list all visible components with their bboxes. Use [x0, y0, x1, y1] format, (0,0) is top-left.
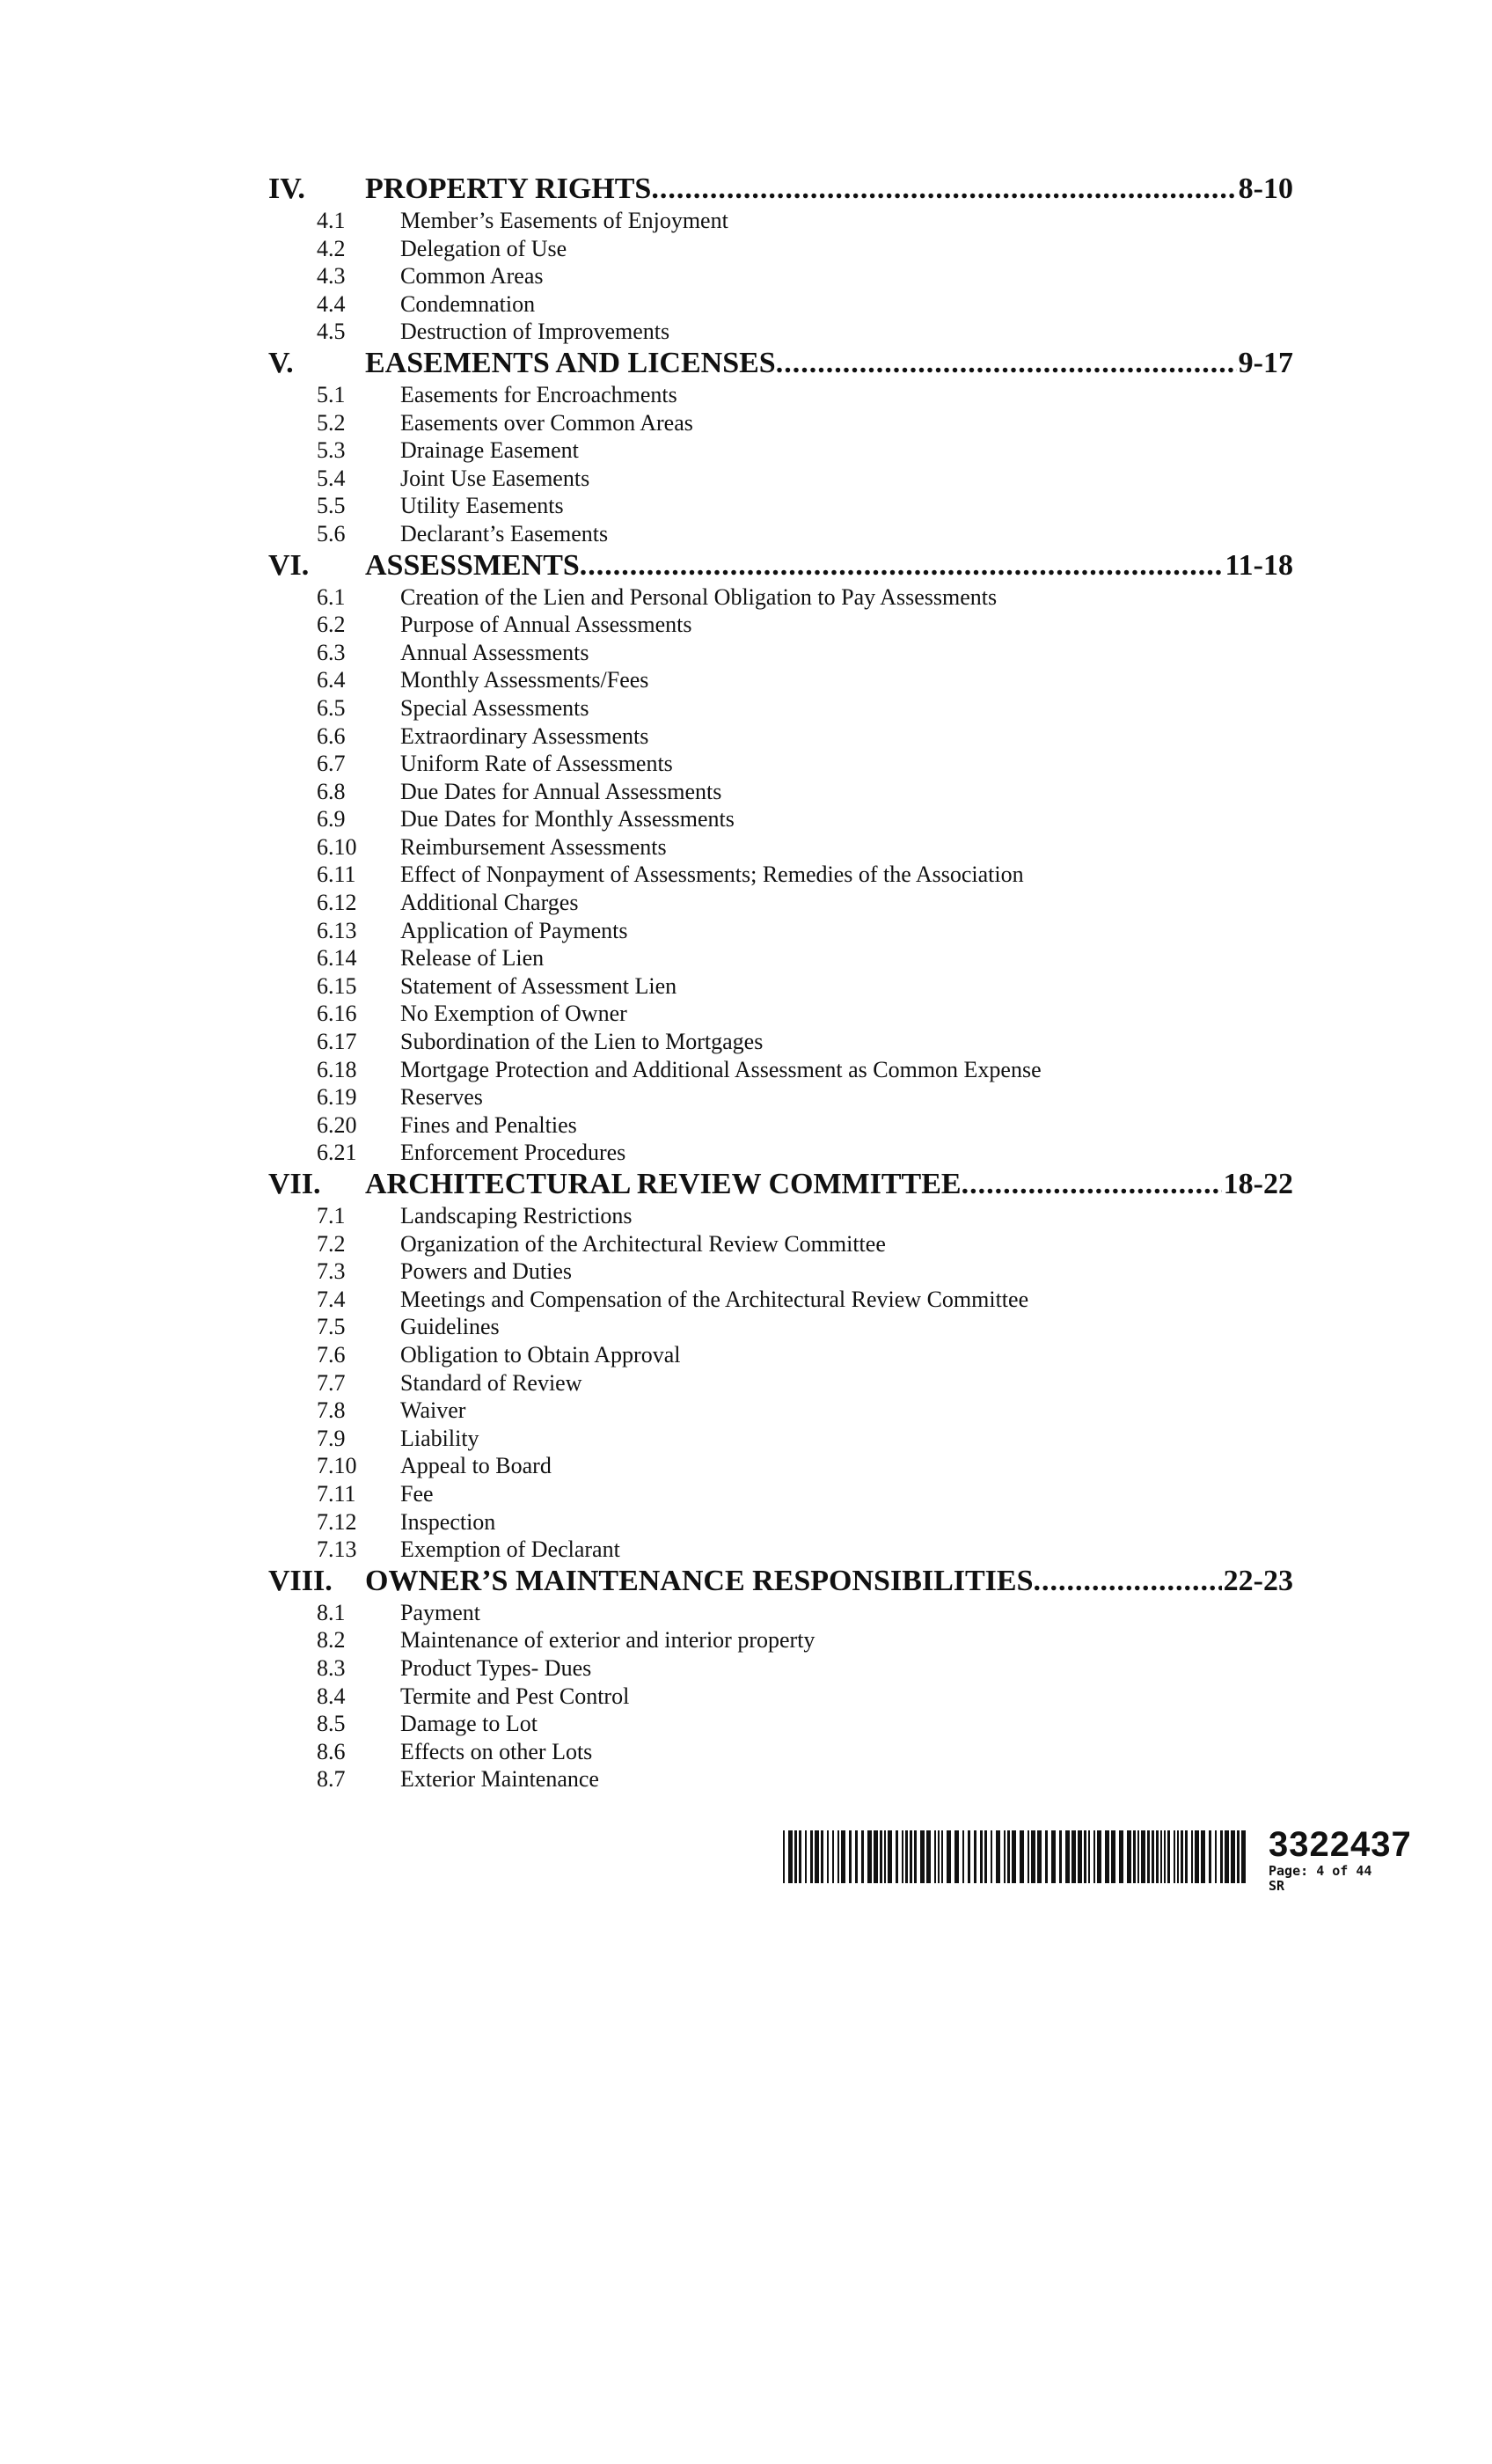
item-title: Exemption of Declarant: [400, 1536, 620, 1563]
item-number: 8.3: [317, 1654, 346, 1681]
item-number: 6.14: [317, 945, 357, 972]
barcode-bar: [934, 1830, 936, 1883]
item-number: 8.4: [317, 1683, 346, 1709]
item-number: 5.1: [317, 381, 346, 407]
toc-item: [268, 639, 1293, 667]
barcode-bar: [905, 1830, 908, 1883]
item-number: 6.19: [317, 1084, 357, 1111]
section-pages: 9-17: [1238, 346, 1293, 379]
page-current: 4: [1316, 1863, 1325, 1879]
toc-item: [268, 1599, 1293, 1627]
item-number: 7.4: [317, 1286, 346, 1312]
item-number: 6.8: [317, 778, 346, 804]
item-number: 6.1: [317, 583, 346, 610]
barcode-bar: [984, 1830, 987, 1883]
item-title: Special Assessments: [400, 694, 589, 721]
toc-item: [268, 492, 1293, 520]
toc-item: [268, 1056, 1293, 1084]
barcode-bar: [1031, 1830, 1035, 1883]
item-number: 6.4: [317, 667, 346, 693]
barcode-bar: [1147, 1830, 1150, 1883]
barcode-bar: [827, 1830, 829, 1883]
item-number: 7.1: [317, 1203, 346, 1228]
barcode-bar: [815, 1830, 819, 1883]
barcode-bar: [1191, 1830, 1193, 1883]
barcode-bar: [1045, 1830, 1048, 1883]
toc-section: [268, 548, 1293, 1167]
barcode-bar: [1141, 1830, 1145, 1883]
barcode-bar: [1111, 1830, 1115, 1883]
barcode-bar: [1071, 1830, 1076, 1883]
item-number: 6.11: [317, 862, 356, 888]
item-number: 4.4: [317, 290, 346, 317]
document-number: 3322437: [1269, 1825, 1412, 1864]
item-title: Purpose of Annual Assessments: [400, 612, 692, 638]
barcode-bar: [849, 1830, 852, 1883]
barcode-bar: [1020, 1830, 1024, 1883]
item-title: Fee: [400, 1480, 434, 1507]
section-pages: 8-10: [1238, 172, 1293, 205]
barcode-bar: [832, 1830, 834, 1883]
barcode-bar: [1195, 1830, 1199, 1883]
barcode-bar: [1231, 1830, 1235, 1883]
item-title: Termite and Pest Control: [400, 1683, 630, 1709]
item-number: 6.5: [317, 694, 346, 721]
toc-item: [268, 1341, 1293, 1369]
item-number: 6.17: [317, 1029, 357, 1055]
item-number: 6.15: [317, 972, 357, 999]
barcode-bar: [1156, 1830, 1159, 1883]
barcode-bar: [1093, 1830, 1095, 1883]
item-number: 6.13: [317, 917, 357, 943]
barcode-bar: [861, 1830, 864, 1883]
barcode-bar: [1201, 1830, 1205, 1883]
item-number: 5.2: [317, 409, 346, 436]
toc-item: [268, 972, 1293, 1001]
item-title: Guidelines: [400, 1314, 500, 1340]
barcode-bar: [888, 1830, 892, 1883]
section-pages: 18-22: [1223, 1168, 1293, 1200]
toc-item: [268, 1654, 1293, 1683]
toc-item: [268, 1397, 1293, 1425]
item-number: 7.12: [317, 1508, 357, 1535]
item-number: 6.20: [317, 1111, 357, 1138]
item-title: Annual Assessments: [400, 639, 589, 665]
item-title: Inspection: [400, 1508, 496, 1535]
item-number: 6.12: [317, 890, 357, 916]
item-title: Waiver: [400, 1397, 466, 1424]
toc-item: [268, 436, 1293, 465]
barcode-bar: [821, 1830, 823, 1883]
toc-section: [268, 346, 1293, 548]
barcode-bar: [968, 1830, 970, 1883]
item-title: Product Types- Dues: [400, 1654, 592, 1681]
barcode-bar: [991, 1830, 992, 1883]
toc-item: [268, 694, 1293, 722]
toc-item: [268, 833, 1293, 862]
barcode-bar: [1241, 1830, 1246, 1883]
barcode-bar: [980, 1830, 983, 1883]
dot-leader: [962, 1167, 1222, 1202]
barcode-bar: [884, 1830, 886, 1883]
barcode-bar: [799, 1830, 801, 1883]
barcode-bar: [1105, 1830, 1109, 1883]
barcode-bar: [880, 1830, 882, 1883]
item-number: 7.5: [317, 1314, 346, 1340]
barcode-bar: [1167, 1830, 1170, 1883]
item-number: 7.2: [317, 1230, 346, 1257]
barcode-bar: [954, 1830, 959, 1883]
toc-item: [268, 1508, 1293, 1536]
item-number: 7.7: [317, 1369, 346, 1396]
section-title: OWNER’S MAINTENANCE RESPONSIBILITIES: [365, 1564, 1034, 1597]
item-title: Destruction of Improvements: [400, 319, 670, 345]
item-title: Exterior Maintenance: [400, 1766, 599, 1793]
item-title: Maintenance of exterior and interior property: [400, 1627, 815, 1654]
section-number: VI.: [268, 548, 310, 582]
toc-item: [268, 1111, 1293, 1140]
table-of-contents: [268, 172, 1293, 1793]
section-heading: [268, 346, 1293, 381]
page-total: 44: [1356, 1863, 1372, 1879]
item-title: Drainage Easement: [400, 437, 579, 464]
barcode-bar: [1037, 1830, 1042, 1883]
item-number: 8.2: [317, 1627, 346, 1654]
toc-section: [268, 1564, 1293, 1793]
barcode-bar: [1059, 1830, 1062, 1883]
section-pages: 22-23: [1223, 1564, 1293, 1597]
toc-item: [268, 722, 1293, 751]
item-number: 4.3: [317, 263, 346, 290]
item-title: Appeal to Board: [400, 1453, 552, 1479]
item-number: 8.5: [317, 1711, 346, 1737]
item-title: Standard of Review: [400, 1369, 582, 1396]
item-title: Reimbursement Assessments: [400, 833, 667, 860]
barcode-bar: [1028, 1830, 1029, 1883]
barcode-bar: [1220, 1830, 1223, 1883]
toc-item: [268, 805, 1293, 833]
item-number: 8.1: [317, 1599, 346, 1625]
item-number: 7.3: [317, 1258, 346, 1285]
toc-item: [268, 1139, 1293, 1167]
item-title: Enforcement Procedures: [400, 1140, 626, 1166]
section-number: IV.: [268, 172, 305, 205]
toc-item: [268, 207, 1293, 235]
toc-item: [268, 1083, 1293, 1111]
section-heading: [268, 548, 1293, 583]
barcode-bar: [1181, 1830, 1183, 1883]
barcode-bar: [1237, 1830, 1240, 1883]
barcode-bar: [874, 1830, 878, 1883]
barcode-bar: [1174, 1830, 1175, 1883]
item-title: Delegation of Use: [400, 235, 567, 261]
item-number: 7.6: [317, 1341, 346, 1368]
item-title: Additional Charges: [400, 890, 579, 916]
section-heading: [268, 172, 1293, 207]
item-title: Easements over Common Areas: [400, 409, 693, 436]
item-title: No Exemption of Owner: [400, 1001, 627, 1027]
item-title: Damage to Lot: [400, 1711, 538, 1737]
toc-item: [268, 1028, 1293, 1056]
barcode-bar: [1084, 1830, 1086, 1883]
toc-item: [268, 583, 1293, 612]
item-title: Joint Use Easements: [400, 465, 590, 491]
toc-item: [268, 1230, 1293, 1258]
barcode-bar: [788, 1830, 793, 1883]
barcode-bar: [1215, 1830, 1217, 1883]
barcode-bar: [1065, 1830, 1070, 1883]
toc-item: [268, 409, 1293, 437]
toc-item: [268, 520, 1293, 548]
dot-leader: [776, 346, 1237, 381]
toc-item: [268, 1000, 1293, 1028]
toc-item: [268, 1738, 1293, 1766]
toc-item: [268, 1536, 1293, 1564]
dot-leader: [580, 548, 1224, 583]
item-number: 8.6: [317, 1738, 346, 1764]
item-title: Statement of Assessment Lien: [400, 972, 677, 999]
item-title: Subordination of the Lien to Mortgages: [400, 1029, 764, 1055]
barcode-bar: [1012, 1830, 1016, 1883]
item-number: 8.7: [317, 1766, 346, 1793]
section-title: ARCHITECTURAL REVIEW COMMITTEE: [365, 1168, 962, 1200]
barcode-bar: [914, 1830, 917, 1883]
barcode-bar: [1078, 1830, 1082, 1883]
toc-item: [268, 778, 1293, 806]
item-number: 7.10: [317, 1453, 357, 1479]
item-number: 4.1: [317, 208, 346, 233]
item-title: Due Dates for Annual Assessments: [400, 778, 722, 804]
item-title: Meetings and Compensation of the Architectural Review Committee: [400, 1286, 1029, 1312]
dot-leader: [651, 172, 1236, 207]
toc-item: [268, 465, 1293, 493]
section-heading: [268, 1564, 1293, 1599]
toc-item: [268, 861, 1293, 889]
barcode-bar: [855, 1830, 858, 1883]
item-number: 6.10: [317, 833, 357, 860]
barcode-bar: [867, 1830, 872, 1883]
barcode-bar: [1137, 1830, 1139, 1883]
barcode-bar: [1004, 1830, 1006, 1883]
barcode-bar: [1209, 1830, 1211, 1883]
barcode-bar: [938, 1830, 940, 1883]
barcode-bar: [926, 1830, 931, 1883]
toc-item: [268, 381, 1293, 409]
item-number: 5.3: [317, 437, 346, 464]
recording-stamp: [783, 1825, 1416, 1901]
item-title: Release of Lien: [400, 945, 545, 972]
barcode-bar: [1185, 1830, 1188, 1883]
item-number: 4.2: [317, 235, 346, 261]
barcode-bar: [1177, 1830, 1179, 1883]
item-number: 7.11: [317, 1480, 356, 1507]
item-title: Organization of the Architectural Review Committee: [400, 1230, 886, 1257]
toc-item: [268, 611, 1293, 639]
item-title: Condemnation: [400, 290, 536, 317]
toc-item: [268, 917, 1293, 945]
item-title: Reserves: [400, 1084, 483, 1111]
section-title: EASEMENTS AND LICENSES: [365, 346, 776, 379]
toc-item: [268, 1313, 1293, 1341]
item-title: Utility Easements: [400, 493, 564, 519]
toc-item: [268, 1258, 1293, 1286]
toc-item: [268, 262, 1293, 290]
toc-section: [268, 172, 1293, 346]
item-title: Declarant’s Easements: [400, 520, 609, 546]
barcode-bar: [841, 1830, 845, 1883]
barcode-bar: [1051, 1830, 1056, 1883]
barcode-bar: [1225, 1830, 1229, 1883]
barcode-bar: [1088, 1830, 1090, 1883]
toc-item: [268, 1710, 1293, 1738]
toc-item: [268, 235, 1293, 263]
page-of: of: [1332, 1863, 1349, 1879]
toc-item: [268, 944, 1293, 972]
barcode-bar: [1152, 1830, 1154, 1883]
barcode-bar: [837, 1830, 839, 1883]
item-title: Easements for Encroachments: [400, 381, 677, 407]
section-heading: [268, 1167, 1293, 1202]
barcode-bar: [794, 1830, 797, 1883]
toc-item: [268, 1286, 1293, 1314]
item-title: Extraordinary Assessments: [400, 722, 649, 749]
barcode-bar: [1164, 1830, 1166, 1883]
barcode-image: [783, 1830, 1249, 1883]
barcode-bar: [941, 1830, 943, 1883]
item-title: Due Dates for Monthly Assessments: [400, 806, 735, 832]
barcode-bar: [783, 1830, 785, 1883]
item-title: Landscaping Restrictions: [400, 1203, 633, 1228]
barcode-bar: [996, 1830, 1000, 1883]
toc-item: [268, 1369, 1293, 1397]
toc-item: [268, 1683, 1293, 1711]
item-title: Liability: [400, 1425, 479, 1451]
item-number: 6.7: [317, 751, 346, 777]
toc-item: [268, 889, 1293, 917]
item-number: 7.9: [317, 1425, 346, 1451]
item-number: 6.9: [317, 806, 346, 832]
toc-item: [268, 1452, 1293, 1480]
toc-item: [268, 1626, 1293, 1654]
page-info: [1269, 1864, 1371, 1894]
barcode-bar: [947, 1830, 951, 1883]
item-title: Creation of the Lien and Personal Obligation to Pay Assessments: [400, 583, 998, 610]
section-number: VIII.: [268, 1564, 333, 1597]
item-number: 6.16: [317, 1001, 357, 1027]
section-title: PROPERTY RIGHTS: [365, 172, 652, 205]
item-number: 6.6: [317, 722, 346, 749]
section-title: ASSESSMENTS: [365, 548, 580, 582]
barcode-bar: [974, 1830, 976, 1883]
barcode-bar: [1007, 1830, 1010, 1883]
toc-item: [268, 750, 1293, 778]
toc-item: [268, 1765, 1293, 1793]
barcode-bar: [1097, 1830, 1101, 1883]
item-number: 4.5: [317, 319, 346, 345]
barcode-bar: [805, 1830, 807, 1883]
barcode-bar: [1133, 1830, 1136, 1883]
barcode-bar: [1127, 1830, 1131, 1883]
toc-item: [268, 1480, 1293, 1508]
item-title: Mortgage Protection and Additional Assessment as Common Expense: [400, 1056, 1042, 1082]
barcode-bar: [1119, 1830, 1123, 1883]
item-number: 5.6: [317, 520, 346, 546]
toc-item: [268, 666, 1293, 694]
item-number: 5.4: [317, 465, 346, 491]
item-title: Effects on other Lots: [400, 1738, 593, 1764]
item-title: Monthly Assessments/Fees: [400, 667, 649, 693]
barcode-bar: [1160, 1830, 1162, 1883]
barcode-bar: [896, 1830, 898, 1883]
item-number: 7.8: [317, 1397, 346, 1424]
page-label: Page:: [1269, 1863, 1309, 1879]
item-title: Fines and Penalties: [400, 1111, 577, 1138]
item-number: 7.13: [317, 1536, 357, 1563]
item-title: Powers and Duties: [400, 1258, 572, 1285]
item-number: 6.2: [317, 612, 346, 638]
dot-leader: [1034, 1564, 1222, 1599]
item-title: Application of Payments: [400, 917, 628, 943]
recording-code: SR: [1269, 1878, 1285, 1894]
item-number: 6.21: [317, 1140, 357, 1166]
barcode-bar: [962, 1830, 964, 1883]
toc-item: [268, 1202, 1293, 1230]
item-number: 6.3: [317, 639, 346, 665]
item-title: Common Areas: [400, 263, 544, 290]
item-title: Obligation to Obtain Approval: [400, 1341, 681, 1368]
item-title: Member’s Easements of Enjoyment: [400, 208, 728, 233]
toc-item: [268, 290, 1293, 319]
barcode-bar: [902, 1830, 903, 1883]
item-title: Effect of Nonpayment of Assessments; Remedies of the Association: [400, 862, 1024, 888]
item-title: Payment: [400, 1599, 480, 1625]
item-number: 6.18: [317, 1056, 357, 1082]
barcode-bar: [920, 1830, 925, 1883]
item-title: Uniform Rate of Assessments: [400, 751, 673, 777]
barcode-bar: [910, 1830, 912, 1883]
item-number: 5.5: [317, 493, 346, 519]
barcode-bar: [810, 1830, 813, 1883]
section-number: VII.: [268, 1168, 321, 1200]
toc-section: [268, 1167, 1293, 1564]
section-pages: 11-18: [1225, 548, 1293, 582]
toc-item: [268, 318, 1293, 346]
toc-item: [268, 1425, 1293, 1453]
section-number: V.: [268, 346, 294, 379]
